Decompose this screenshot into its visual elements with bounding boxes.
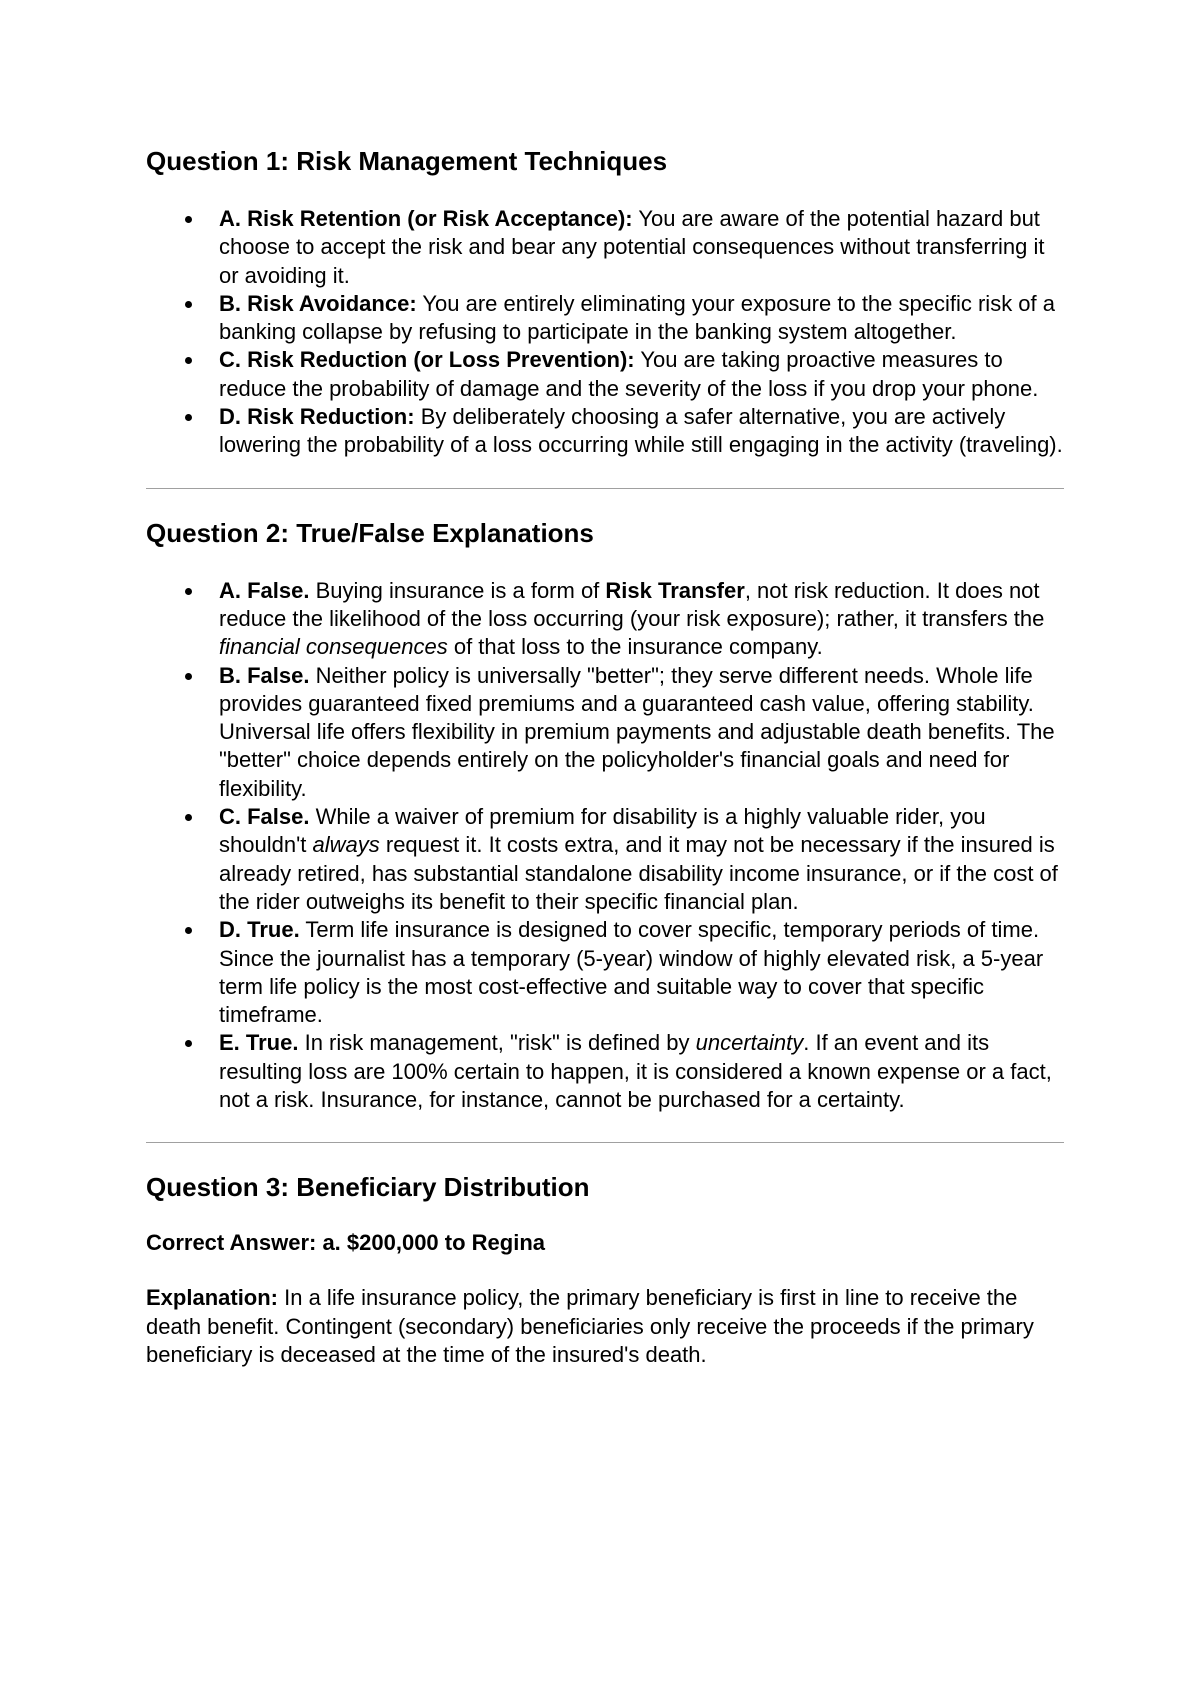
section-divider (146, 1142, 1064, 1143)
question-2-list (146, 577, 1064, 1115)
item-label: C. False. (219, 804, 310, 830)
question-1-list (146, 205, 1064, 460)
item-text: You are entirely eliminating your exposure to the specific risk of a banking collapse by refusing to participate in the banking system altogether. (219, 290, 1055, 345)
explanation-text: In a life insurance policy, the primary beneficiary is first in line to receive the death benefit. Contingent (secondary) beneficiaries only receive the proceeds if the primary beneficiary is deceased at the time of the insured's death. (146, 1285, 1034, 1367)
list-item (146, 205, 1064, 290)
item-text: By deliberately choosing a safer alternative, you are actively lowering the probability of a loss occurring while still engaging in the activity (traveling). (219, 404, 1063, 458)
item-label: E. True. (219, 1030, 299, 1056)
correct-answer: Correct Answer: a. $200,000 to Regina (146, 1230, 546, 1256)
question-1-title: Question 1: Risk Management Techniques (146, 146, 668, 176)
item-emphasis: Risk Transfer (605, 577, 745, 603)
item-label: D. True. (219, 917, 300, 943)
explanation-paragraph (146, 1284, 1064, 1369)
item-text: request it. It costs extra, and it may not be necessary if the insured is already retired, has substantial standalone disability income insurance, or if the cost of the rider outweighs its benefit to their specific financial plan. (219, 832, 1058, 914)
list-item (146, 662, 1064, 803)
item-text: You are aware of the potential hazard but choose to accept the risk and bear any potential consequences without transferring it or avoiding it. (219, 206, 1045, 288)
item-text: You are taking proactive measures to reduce the probability of damage and the severity of the loss if you drop your phone. (219, 347, 1039, 401)
item-label: A. False. (219, 577, 310, 603)
list-item (146, 403, 1064, 460)
explanation-label: Explanation: (146, 1285, 279, 1311)
list-item (146, 577, 1064, 662)
question-3-title: Question 3: Beneficiary Distribution (146, 1172, 590, 1203)
list-item (146, 1029, 1064, 1114)
document-content (146, 0, 1064, 1369)
item-text: . If an event and its resulting loss are 100% certain to happen, it is considered a known expense or a fact, not a risk. Insurance, for instance, cannot be purchased for a certainty. (219, 1030, 1052, 1113)
question-2-title: Question 2: True/False Explanations (146, 517, 594, 548)
list-item (146, 290, 1064, 347)
item-text: While a waiver of premium for disability is a highly valuable rider, you shouldn't (219, 804, 986, 858)
list-item (146, 916, 1064, 1029)
item-text: , not risk reduction. It does not reduce the likelihood of the loss occurring (your risk exposure); rather, it transfers the (219, 577, 1045, 631)
item-text: Term life insurance is designed to cover specific, temporary periods of time. Since the journalist has a temporary (5-year) window of highly elevated risk, a 5-year term life policy is the most cost-effective and suitable way to cover that specific timeframe. (219, 917, 1044, 1028)
item-text: Buying insurance is a form of (309, 577, 606, 603)
list-item (146, 346, 1064, 403)
section-divider (146, 488, 1064, 489)
item-italic: uncertainty (695, 1030, 804, 1056)
item-italic: financial consequences (219, 634, 448, 660)
item-text: In risk management, "risk" is defined by (298, 1030, 696, 1056)
item-label: B. Risk Avoidance: (219, 290, 417, 316)
item-text: Neither policy is universally "better"; they serve different needs. Whole life provides guaranteed fixed premiums and a guaranteed cash value, offering stability. Universal life offers flexibility in premium payments and adjustable death benefits. The "better" choice depends entirely on the policyholder's financial goals and need for flexibility. (219, 662, 1055, 801)
item-label: B. False. (219, 662, 310, 688)
item-text: of that loss to the insurance company. (447, 634, 823, 660)
item-italic: always (312, 832, 380, 858)
list-item (146, 803, 1064, 916)
item-label: D. Risk Reduction: (219, 404, 415, 430)
item-label: C. Risk Reduction (or Loss Prevention): (219, 347, 635, 373)
item-label: A. Risk Retention (or Risk Acceptance): (219, 206, 633, 231)
